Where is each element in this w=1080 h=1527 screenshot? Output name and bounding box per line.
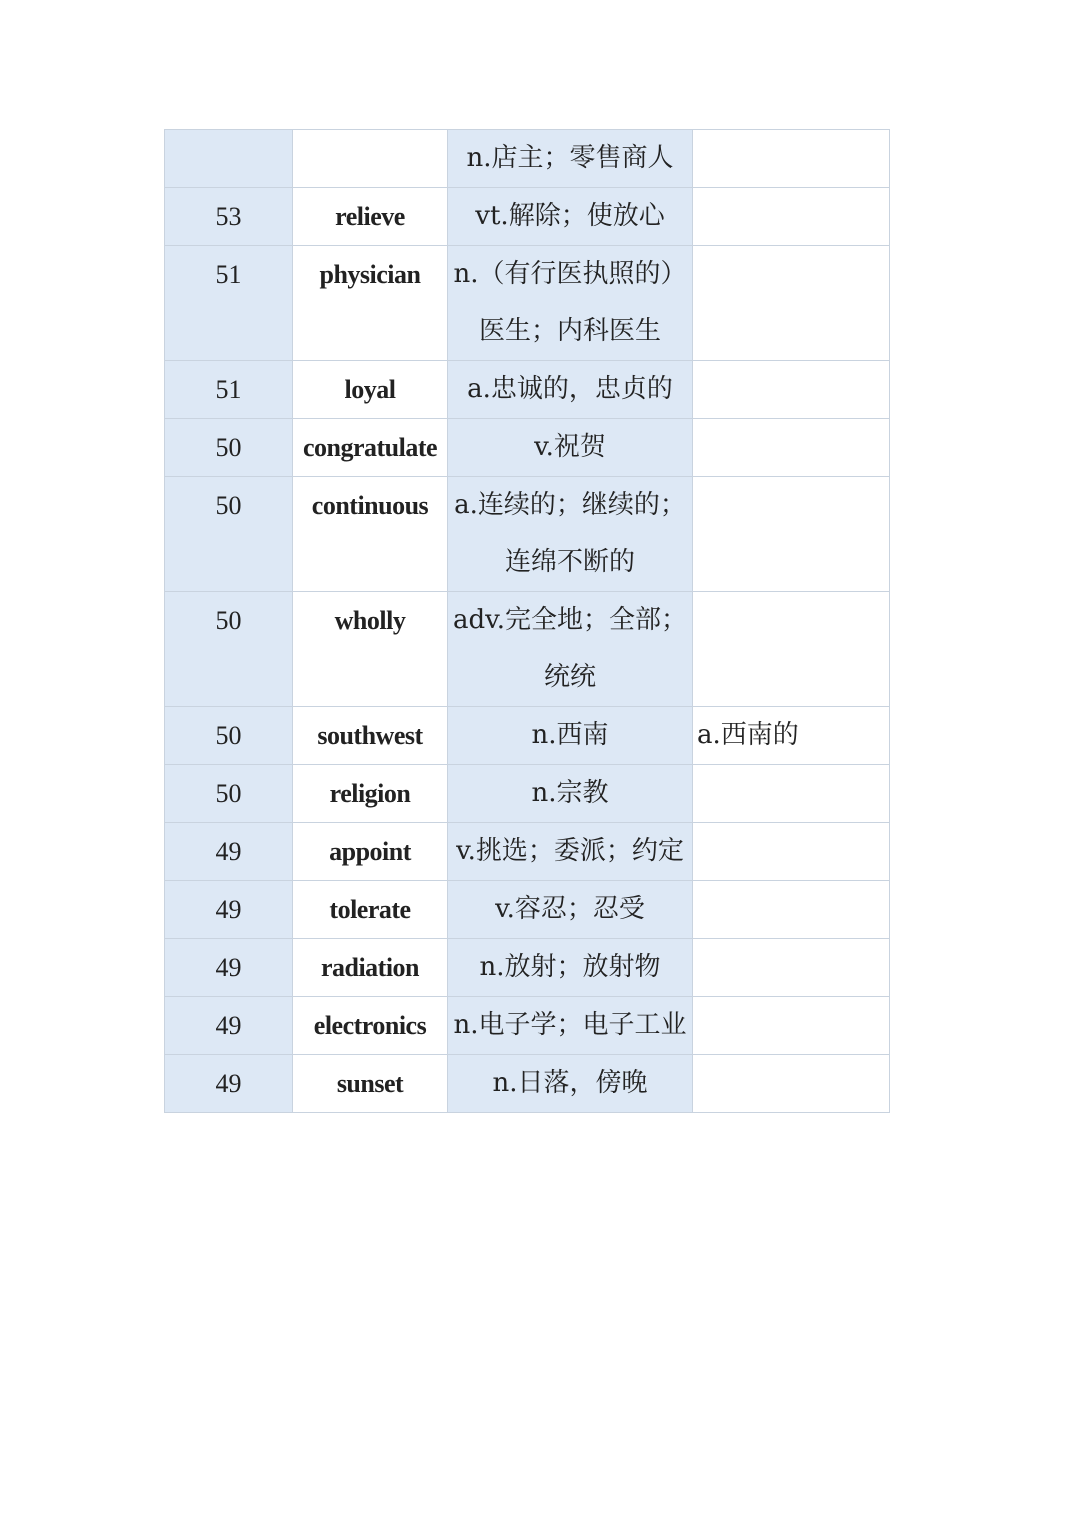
table-row [165,881,890,939]
frequency-cell: 50 [165,765,293,823]
frequency-cell: 49 [165,823,293,881]
table-row [165,188,890,246]
frequency-cell [165,130,293,188]
meaning-cell: n.店主；零售商人 [448,130,693,188]
meaning-cell: a.忠诚的，忠贞的 [448,361,693,419]
frequency-cell: 49 [165,997,293,1055]
frequency-cell: 50 [165,592,293,707]
table-row [165,477,890,592]
word-cell: loyal [293,361,448,419]
frequency-cell: 50 [165,419,293,477]
meaning-cell: n.（有行医执照的）医生；内科医生 [448,246,693,361]
word-cell: congratulate [293,419,448,477]
word-cell: appoint [293,823,448,881]
table-row [165,592,890,707]
word-cell: continuous [293,477,448,592]
table-row [165,1055,890,1113]
meaning-cell: n.电子学；电子工业 [448,997,693,1055]
extra-meaning-cell [693,361,890,419]
frequency-cell: 49 [165,881,293,939]
extra-meaning-cell: a.西南的 [693,707,890,765]
frequency-cell: 51 [165,246,293,361]
word-cell: physician [293,246,448,361]
table-row [165,997,890,1055]
extra-meaning-cell [693,592,890,707]
extra-meaning-cell [693,939,890,997]
table-row [165,361,890,419]
table-row [165,707,890,765]
vocabulary-table [164,129,890,1113]
extra-meaning-cell [693,881,890,939]
word-cell [293,130,448,188]
extra-meaning-cell [693,246,890,361]
frequency-cell: 49 [165,939,293,997]
extra-meaning-cell [693,419,890,477]
table-row [165,246,890,361]
frequency-cell: 49 [165,1055,293,1113]
extra-meaning-cell [693,765,890,823]
extra-meaning-cell [693,1055,890,1113]
meaning-cell: adv.完全地；全部；统统 [448,592,693,707]
table-row [165,130,890,188]
frequency-cell: 53 [165,188,293,246]
meaning-cell: v.祝贺 [448,419,693,477]
extra-meaning-cell [693,823,890,881]
extra-meaning-cell [693,997,890,1055]
word-cell: electronics [293,997,448,1055]
meaning-cell: n.放射；放射物 [448,939,693,997]
table-row [165,419,890,477]
meaning-cell: v.容忍；忍受 [448,881,693,939]
extra-meaning-cell [693,188,890,246]
word-cell: tolerate [293,881,448,939]
extra-meaning-cell [693,130,890,188]
meaning-cell: n.宗教 [448,765,693,823]
word-cell: wholly [293,592,448,707]
table-row [165,823,890,881]
meaning-cell: n.西南 [448,707,693,765]
meaning-cell: v.挑选；委派；约定 [448,823,693,881]
frequency-cell: 50 [165,707,293,765]
word-cell: sunset [293,1055,448,1113]
word-cell: southwest [293,707,448,765]
frequency-cell: 50 [165,477,293,592]
meaning-cell: n.日落，傍晚 [448,1055,693,1113]
frequency-cell: 51 [165,361,293,419]
extra-meaning-cell [693,477,890,592]
table-row [165,939,890,997]
meaning-cell: vt.解除；使放心 [448,188,693,246]
word-cell: religion [293,765,448,823]
word-cell: radiation [293,939,448,997]
word-cell: relieve [293,188,448,246]
table-row [165,765,890,823]
meaning-cell: a.连续的；继续的；连绵不断的 [448,477,693,592]
